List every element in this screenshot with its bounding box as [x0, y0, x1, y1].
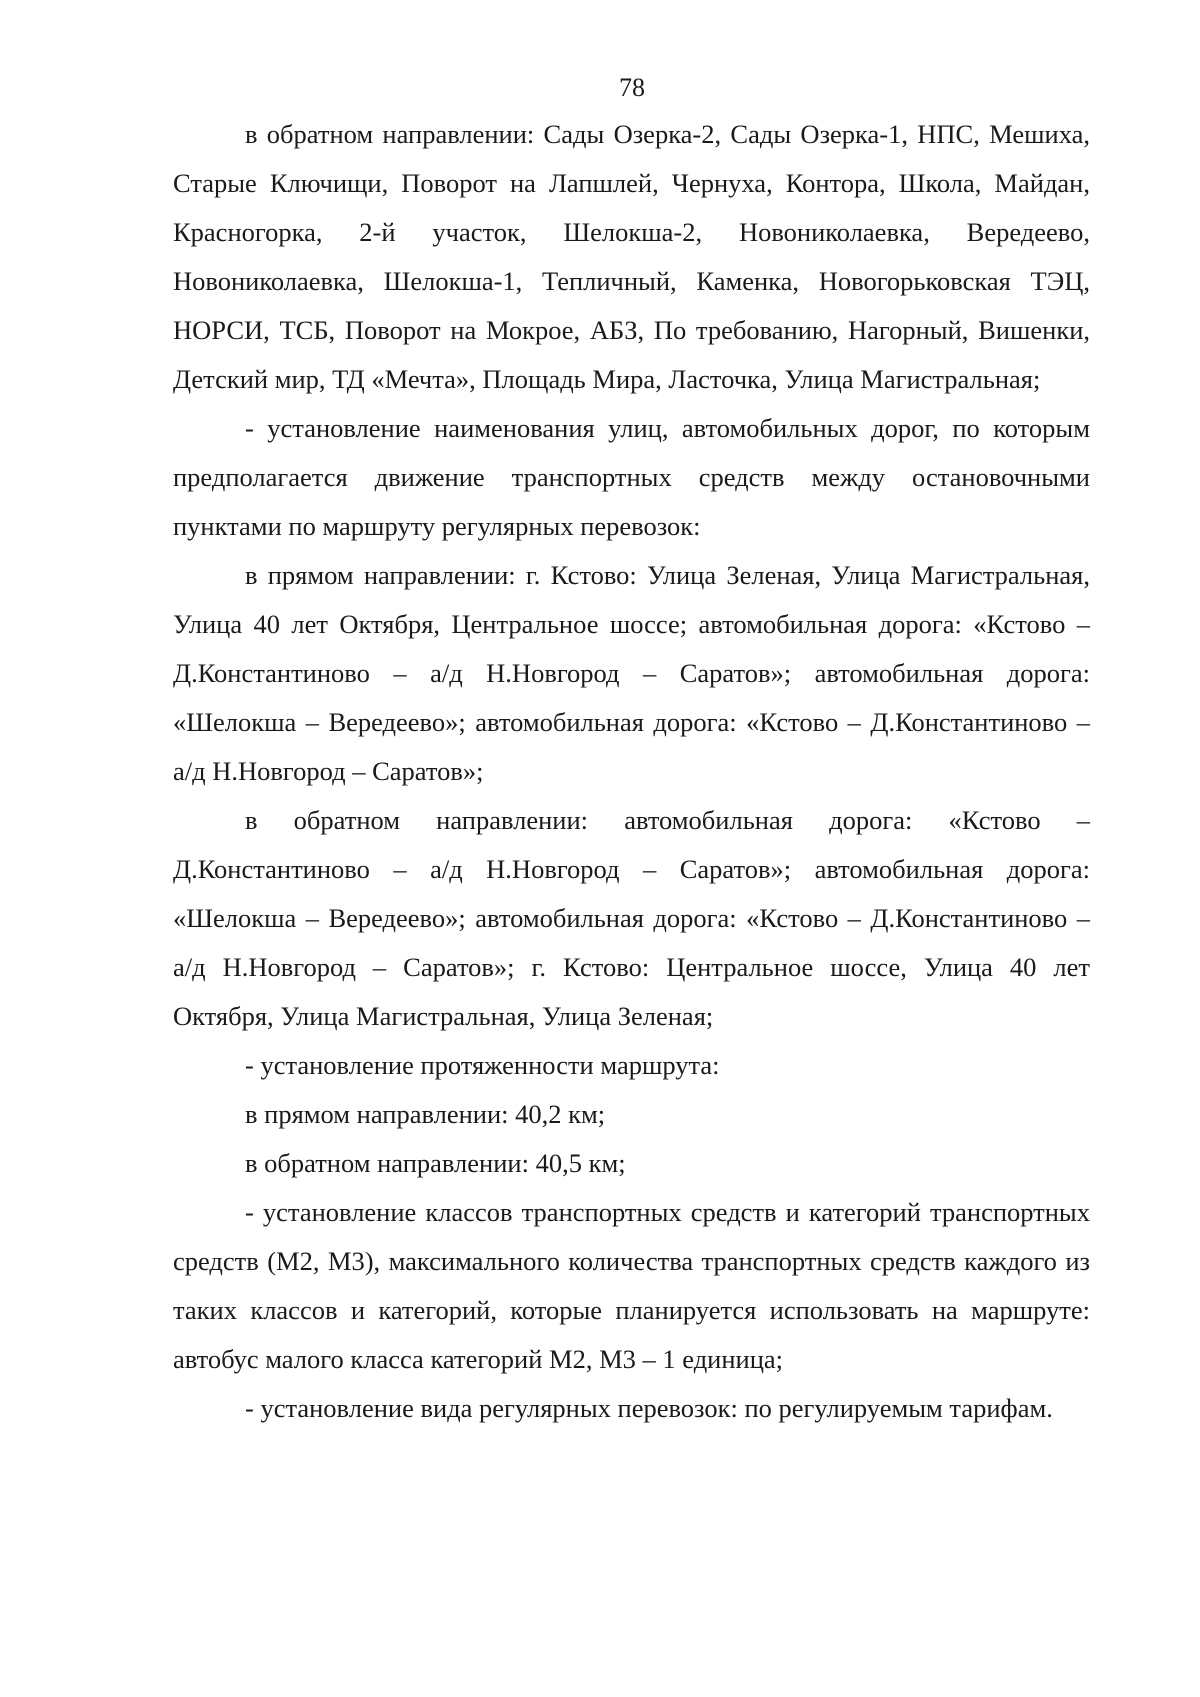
paragraph-reverse-streets: в обратном направлении: автомобильная дорога: «Кстово – Д.Константиново – а/д Н.Новгород – Саратов»; автомобильная дорога: «Шелокша – Вередеево»; автомобильная дорога: «Кстово – Д.Константиново – а/д Н.Новгород – Саратов»; г. Кстово: Центральное шоссе, Улица 40 лет Октября, Улица Магистральная, Улица Зеленая;: [173, 805, 1090, 1031]
paragraph-streets-heading: - установление наименования улиц, автомобильных дорог, по которым предполагается движение транспортных средств между остановочными пунктами по маршруту регулярных перевозок:: [173, 413, 1090, 541]
paragraph-transport-type: - установление вида регулярных перевозок: по регулируемым тарифам.: [245, 1393, 1053, 1423]
paragraph-length-heading: - установление протяженности маршрута:: [245, 1050, 720, 1080]
document-body: [173, 110, 1090, 1433]
paragraph-forward-length: в прямом направлении: 40,2 км;: [245, 1099, 606, 1129]
paragraph-reverse-stops: в обратном направлении: Сады Озерка-2, Сады Озерка-1, НПС, Мешиха, Старые Ключищи, Поворот на Лапшлей, Чернуха, Контора, Школа, Майдан, Красногорка, 2-й участок, Шелокша-2, Новониколаевка, Вередеево, Новониколаевка, Шелокша-1, Тепличный, Каменка, Новогорьковская ТЭЦ, НОРСИ, ТСБ, Поворот на Мокрое, АБЗ, По требованию, Нагорный, Вишенки, Детский мир, ТД «Мечта», Площадь Мира, Ласточка, Улица Магистральная;: [173, 119, 1090, 394]
page-number: 78: [619, 73, 645, 102]
paragraph-forward-streets: в прямом направлении: г. Кстово: Улица Зеленая, Улица Магистральная, Улица 40 лет Октября, Центральное шоссе; автомобильная дорога: «Кстово – Д.Константиново – а/д Н.Новгород – Саратов»; автомобильная дорога: «Шелокша – Вередеево»; автомобильная дорога: «Кстово – Д.Константиново – а/д Н.Новгород – Саратов»;: [173, 560, 1090, 786]
paragraph-vehicle-classes: - установление классов транспортных средств и категорий транспортных средств (М2, М3), максимального количества транспортных средств каждого из таких классов и категорий, которые планируется использовать на маршруте: автобус малого класса категорий М2, М3 – 1 единица;: [173, 1197, 1090, 1374]
paragraph-reverse-length: в обратном направлении: 40,5 км;: [245, 1148, 626, 1178]
